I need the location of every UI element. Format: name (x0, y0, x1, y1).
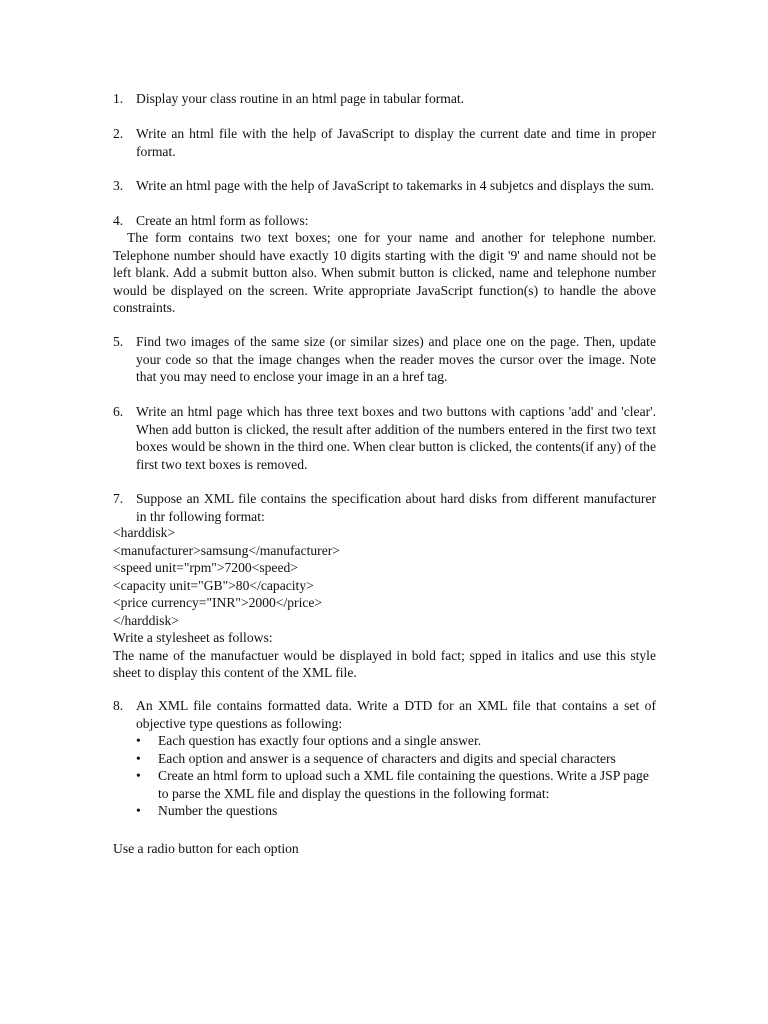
xml-line: <manufacturer>samsung</manufacturer> (113, 542, 340, 558)
list-item-3 (113, 177, 656, 195)
bullet-icon: • (136, 768, 141, 783)
list-item-1 (113, 90, 656, 108)
stylesheet-intro: Write a stylesheet as follows: (113, 630, 273, 645)
item-text: Display your class routine in an html page in tabular format. (136, 91, 465, 106)
item-number: 5. (113, 334, 124, 349)
bullet-list (136, 732, 656, 820)
list-item-8 (113, 697, 656, 732)
bullet-text: Number the questions (158, 803, 278, 818)
item-number: 2. (113, 126, 124, 141)
bullet-text: Create an html form to upload such a XML file containing the questions. Write a JSP page to parse the XML file and display the questions in the following format: (158, 768, 649, 801)
xml-line: </harddisk> (113, 612, 179, 628)
item-text: Suppose an XML file contains the specification about hard disks from different manufacturer in thr following format: (136, 491, 656, 524)
bullet-item (136, 732, 656, 750)
bullet-text: Each option and answer is a sequence of characters and digits and special characters (158, 750, 616, 766)
item-number: 6. (113, 404, 124, 419)
xml-line: <harddisk> (113, 525, 176, 540)
list-item-6 (113, 403, 656, 473)
item-text: Write an html file with the help of JavaScript to display the current date and time in proper format. (136, 126, 656, 159)
bullet-icon: • (136, 750, 141, 766)
stylesheet-text: The name of the manufactuer would be displayed in bold fact; spped in italics and use this style sheet to display this content of the XML file. (113, 647, 656, 680)
item-text: Write an html page with the help of JavaScript to takemarks in 4 subjetcs and displays the sum. (136, 178, 655, 193)
list-item-5 (113, 333, 656, 386)
xml-line: <speed unit="rpm">7200<speed> (113, 560, 298, 575)
bullet-icon: • (136, 803, 141, 818)
item-number: 3. (113, 178, 124, 193)
closing-line: Use a radio button for each option (113, 841, 299, 856)
xml-line: <capacity unit="GB">80</capacity> (113, 577, 314, 593)
item-number: 1. (113, 91, 124, 106)
item-text: Create an html form as follows: (136, 213, 309, 228)
item-number: 8. (113, 698, 124, 713)
bullet-item (136, 750, 656, 768)
bullet-item (136, 802, 656, 820)
bullet-icon: • (136, 733, 141, 748)
bullet-item (136, 767, 656, 802)
list-item-2 (113, 125, 656, 160)
list-item-4 (113, 212, 656, 230)
xml-line: <price currency="INR">2000</price> (113, 595, 323, 610)
bullet-text: Each question has exactly four options and a single answer. (158, 733, 482, 748)
item-text: An XML file contains formatted data. Write a DTD for an XML file that contains a set of objective type questions as following: (136, 698, 656, 731)
item-4-paragraph: The form contains two text boxes; one for your name and another for telephone number. Telephone number should have exactly 10 digits starting with the digit '9' and name should not be left blank. Add a submit button also. When submit button is clicked, name and telephone number would be displayed on the screen. Write appropriate JavaScript function(s) to handle the above constraints. (113, 230, 656, 315)
item-text: Write an html page which has three text boxes and two buttons with captions 'add' and 'clear'. When add button is clicked, the result after addition of the numbers entered in the first two text boxes would be shown in the third one. When clear button is clicked, the contents(if any) of the first two text boxes is removed. (136, 404, 656, 472)
xml-code-block (113, 524, 656, 682)
list-item-7 (113, 490, 656, 525)
item-number: 4. (113, 213, 124, 228)
item-text: Find two images of the same size (or similar sizes) and place one on the page. Then, update your code so that the image changes when the reader moves the cursor over the image. Note that you may need to enclose your image in an a href tag. (136, 334, 656, 384)
item-number: 7. (113, 491, 124, 506)
